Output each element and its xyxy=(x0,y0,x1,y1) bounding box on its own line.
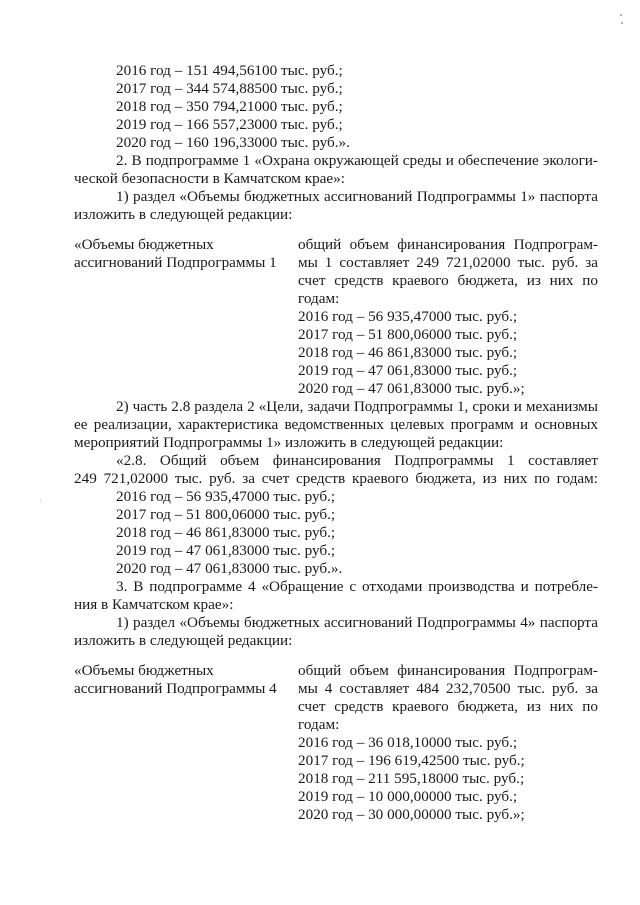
year-line: 2016 год – 56 935,47000 тыс. руб.; xyxy=(298,308,518,325)
year-line: 2018 год – 46 861,83000 тыс. руб.; xyxy=(298,344,518,361)
table-left-cell: «Объемы бюджетных xyxy=(74,236,214,253)
year-line: 2019 год – 166 557,23000 тыс. руб.; xyxy=(116,116,343,133)
paragraph-line: 1) раздел «Объемы бюджетных ассигнований Подпрограммы 4» паспорта xyxy=(116,614,598,631)
paragraph-line: мероприятий Подпрограммы 1» изложить в следующей редакции: xyxy=(74,434,504,451)
paragraph-line: 2) часть 2.8 раздела 2 «Цели, задачи Подпрограммы 1, сроки и механизмы xyxy=(116,398,598,415)
year-line: 2020 год – 30 000,00000 тыс. руб.»; xyxy=(298,806,525,823)
year-line: 2020 год – 47 061,83000 тыс. руб.»; xyxy=(298,380,525,397)
paragraph-line: ее реализации, характеристика ведомственных целевых программ и основных xyxy=(74,416,598,433)
year-line: 2016 год – 151 494,56100 тыс. руб.; xyxy=(116,62,343,79)
table-right-cell-line: счет средств краевого бюджета, из них по xyxy=(298,272,598,289)
table-right-cell-line: счет средств краевого бюджета, из них по xyxy=(298,698,598,715)
paragraph-line: 3. В подпрограмме 4 «Обращение с отходами производства и потребле- xyxy=(116,578,598,595)
year-line: 2019 год – 10 000,00000 тыс. руб.; xyxy=(298,788,518,805)
year-line: 2017 год – 344 574,88500 тыс. руб.; xyxy=(116,80,343,97)
scan-speck xyxy=(40,500,41,501)
paragraph-line: «2.8. Общий объем финансирования Подпрограммы 1 составляет xyxy=(116,452,598,469)
year-line: 2019 год – 47 061,83000 тыс. руб.; xyxy=(298,362,518,379)
paragraph-line: 249 721,02000 тыс. руб. за счет средств краевого бюджета, из них по годам: xyxy=(74,470,598,487)
year-line: 2017 год – 51 800,06000 тыс. руб.; xyxy=(116,506,336,523)
year-line: 2020 год – 160 196,33000 тыс. руб.». xyxy=(116,134,350,151)
paragraph-line: 2. В подпрограмме 1 «Охрана окружающей среды и обеспечение экологи- xyxy=(116,152,598,169)
paragraph-line: изложить в следующей редакции: xyxy=(74,632,293,649)
table-left-cell: ассигнований Подпрограммы 1 xyxy=(74,254,277,271)
year-line: 2020 год – 47 061,83000 тыс. руб.». xyxy=(116,560,343,577)
table-right-cell-line: мы 4 составляет 484 232,70500 тыс. руб. за xyxy=(298,680,598,697)
year-line: 2018 год – 211 595,18000 тыс. руб.; xyxy=(298,770,525,787)
scan-speck xyxy=(621,22,623,24)
table-right-cell-line: годам: xyxy=(298,716,340,733)
paragraph-line: ния в Камчатском крае»: xyxy=(74,596,234,613)
year-line: 2016 год – 56 935,47000 тыс. руб.; xyxy=(116,488,336,505)
table-right-cell-line: годам: xyxy=(298,290,340,307)
year-line: 2016 год – 36 018,10000 тыс. руб.; xyxy=(298,734,518,751)
table-left-cell: «Объемы бюджетных xyxy=(74,662,214,679)
table-right-cell-line: мы 1 составляет 249 721,02000 тыс. руб. за xyxy=(298,254,598,271)
year-line: 2017 год – 51 800,06000 тыс. руб.; xyxy=(298,326,518,343)
paragraph-line: изложить в следующей редакции: xyxy=(74,206,293,223)
paragraph-line: 1) раздел «Объемы бюджетных ассигнований Подпрограммы 1» паспорта xyxy=(116,188,598,205)
year-line: 2018 год – 46 861,83000 тыс. руб.; xyxy=(116,524,336,541)
table-right-cell-line: общий объем финансирования Подпрограм- xyxy=(298,662,598,679)
year-line: 2017 год – 196 619,42500 тыс. руб.; xyxy=(298,752,525,769)
year-line: 2018 год – 350 794,21000 тыс. руб.; xyxy=(116,98,343,115)
paragraph-line: ческой безопасности в Камчатском крае»: xyxy=(74,170,345,187)
year-line: 2019 год – 47 061,83000 тыс. руб.; xyxy=(116,542,336,559)
scan-speck xyxy=(620,14,622,16)
table-right-cell-line: общий объем финансирования Подпрограм- xyxy=(298,236,598,253)
table-left-cell: ассигнований Подпрограммы 4 xyxy=(74,680,277,697)
